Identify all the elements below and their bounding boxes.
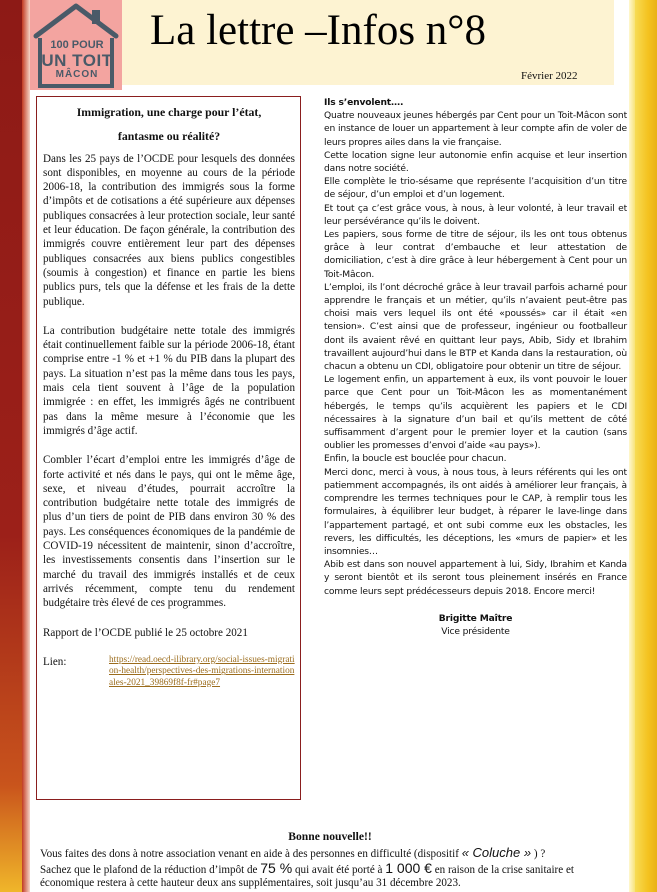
stories-paragraph: Abib est dans son nouvel appartement à lui, Sidy, Ibrahim et Kanda y seront bientôt et ils seront tous pleinement insérés en France comme leurs sept prédécesseurs depuis 2018. Encore merci!: [324, 560, 627, 597]
signature-name: Brigitte Maître: [438, 613, 513, 624]
coluche-label: « Coluche »: [461, 844, 532, 860]
stories-paragraph: Cette location signe leur autonomie enfin acquise et leur insertion dans notre société.: [324, 150, 627, 175]
article-paragraph-3: Combler l’écart d’emploi entre les immigrés d’âge de forte activité et nés dans le pays, qui ont le même âge, sexe, et niveau d’études, pourrait accroître la contribution budgétaire nette totale des immigrés de plus d’un tiers de point de PIB dans environ 30 % des pays. Les conséquences économiques de la pandémie de COVID-19 nécessitent de maintenir, sinon d’accroître, les investissements consentis dans l’insertion sur le marché du travail des immigrés installés et de ceux arrivés récemment, compte tenu du rendement budgétaire très élevé de ces programmes.: [43, 454, 295, 610]
good-news-line-2: [40, 859, 620, 892]
good-news-title: Bonne nouvelle!!: [288, 830, 372, 843]
success-stories-article: [324, 97, 627, 639]
good-news-line-1: [40, 846, 620, 862]
right-decorative-band: [635, 0, 657, 892]
stories-paragraph: Quatre nouveaux jeunes hébergés par Cent pour un Toit-Mâcon sont en instance de louer un appartement à leur compte afin de voler de leurs propres ailes dans la vie française.: [324, 111, 627, 148]
stories-title: Ils s’envolent….: [324, 98, 404, 108]
stories-paragraph: Le logement enfin, un appartement à eux, ils vont pouvoir le louer parce que Cent pour un Toit-Mâcon les as momentanément hébergés, le temps qu’ils acquièrent les papiers et le CDI nécessaires à la signature d’un bail et qu’ils mettent de côté suffisamment d’argent pour le premier loyer et la caution (sans oublier les promesses d’envoi d’aide «au pays»).: [324, 375, 627, 452]
newsletter-title: La lettre –Infos n°8: [150, 7, 487, 54]
good-news-text: ) ?: [533, 847, 546, 860]
article-title-line-1: Immigration, une charge pour l’état,: [76, 105, 262, 119]
tax-ceiling-amount: 1 000 €: [385, 859, 432, 876]
logo-line-2: UN TOIT: [41, 51, 113, 70]
good-news-text: Sachez que le plafond de la réduction d’impôt de: [40, 863, 258, 876]
right-decorative-band-inner: [629, 0, 635, 892]
good-news-text: Vous faites des dons à notre association venant en aide à des personnes en difficulté (dispositif: [40, 847, 459, 860]
signature-role: Vice présidente: [441, 626, 510, 637]
stories-paragraph: Enfin, la boucle est bouclée pour chacun.: [324, 454, 507, 465]
stories-paragraph: Et tout ça c’est grâce vous, à nous, à leur volonté, à leur travail et leur persévérance qu’ils le doivent.: [324, 203, 627, 227]
article-paragraph-2: La contribution budgétaire nette totale des immigrés était continuellement faible sur la période 2006-18, étant comprise entre -1 % et +1 % du PIB dans la plupart des pays. La situation n’est pas la même dans tous les pays, mais cela tient souvent à l’âge de la population immigrée : en effet, les immigrés âgés ne contribuent pas dans la même mesure à l’économie que les immigrés d’âge actif.: [43, 324, 295, 437]
stories-paragraph: Merci donc, merci à vous, à nous tous, à leurs référents qui les ont patiemment accompagnés, ils ont aidés à améliorer leur français, à comprendre les termes techniques pour le CAP, à remplir tous les formulaires, à équilibrer leur budget, à réparer le lave-linge dans l’appartement partagé, et ont subi comme eux les obstacles, les revers, les difficultés, les déceptions, les «murs de papier» et les insomnies…: [324, 467, 627, 557]
tax-reduction-rate: 75 %: [260, 859, 293, 876]
article-paragraph-1: Dans les 25 pays de l’OCDE pour lesquels des données sont disponibles, en moyenne au cours de la période 2006-18, la contribution des immigrés sous la forme d’impôts et de cotisations a été supérieure aux dépenses publiques consacrées à leur protection sociale, leur santé et leur éducation. De façon générale, la contribution des immigrés couvre entièrement leur part des dépenses publiques consacrées aux biens publics congestibles (soumis à congestion) et finance en partie les biens publics purs, tels que la défense et les frais de la dette publique.: [43, 152, 295, 308]
good-news-section: [40, 830, 620, 891]
link-label: Lien:: [43, 655, 67, 668]
article-source: Rapport de l’OCDE publié le 25 octobre 2021: [43, 626, 248, 639]
logo-line-1: 100 POUR: [50, 39, 104, 51]
stories-paragraph: Elle complète le trio-sésame que représente l’acquisition d’un titre de séjour, d’un emploi et d’un logement.: [324, 177, 627, 201]
immigration-article: [36, 96, 301, 800]
association-logo: [30, 0, 122, 90]
logo-line-3: MÂCON: [55, 69, 99, 80]
oecd-report-link[interactable]: https://read.oecd-ilibrary.org/social-issues-migration-health/perspectives-des-migrations-internationales-2021_39869f8f-fr#page7: [109, 654, 295, 688]
left-decorative-band-inner: [22, 0, 30, 892]
article-link-row: [43, 655, 295, 690]
article-title-line-2: fantasme ou réalité?: [117, 129, 221, 144]
stories-paragraph: L’emploi, ils l’ont décroché grâce à leur travail parfois acharné pour apprendre le français et un métier, qu’ils n’avaient peut-être pas choisi mais vers lequel ils ont été «poussés» car il était «en tension». C’est ainsi que de professeur, ingénieur ou footballeur dont ils avaient rêvé en quittant leur pays, Abib, Sidy et Ibrahim travaillent aujourd’hui dans le BTP et Kanda dans la restauration, où chacun a obtenu un CDI, obligatoire pour obtenir un titre de séjour.: [324, 282, 627, 373]
good-news-text: en raison de la crise sanitaire et économique restera à cette hauteur deux ans supplémentaires, soit jusqu’au 31 décembre 2023.: [40, 863, 574, 890]
issue-date: Février 2022: [521, 70, 578, 82]
good-news-text: qui avait été porté à: [294, 863, 383, 876]
left-decorative-band: [0, 0, 22, 892]
stories-paragraph: Les papiers, sous forme de titre de séjour, ils les ont tous obtenus grâce à leur contrat d’embauche et leur attestation de domiciliation, c’est à dire grâce à leur hébergement à Cent pour un Toit-Mâcon.: [324, 230, 627, 280]
